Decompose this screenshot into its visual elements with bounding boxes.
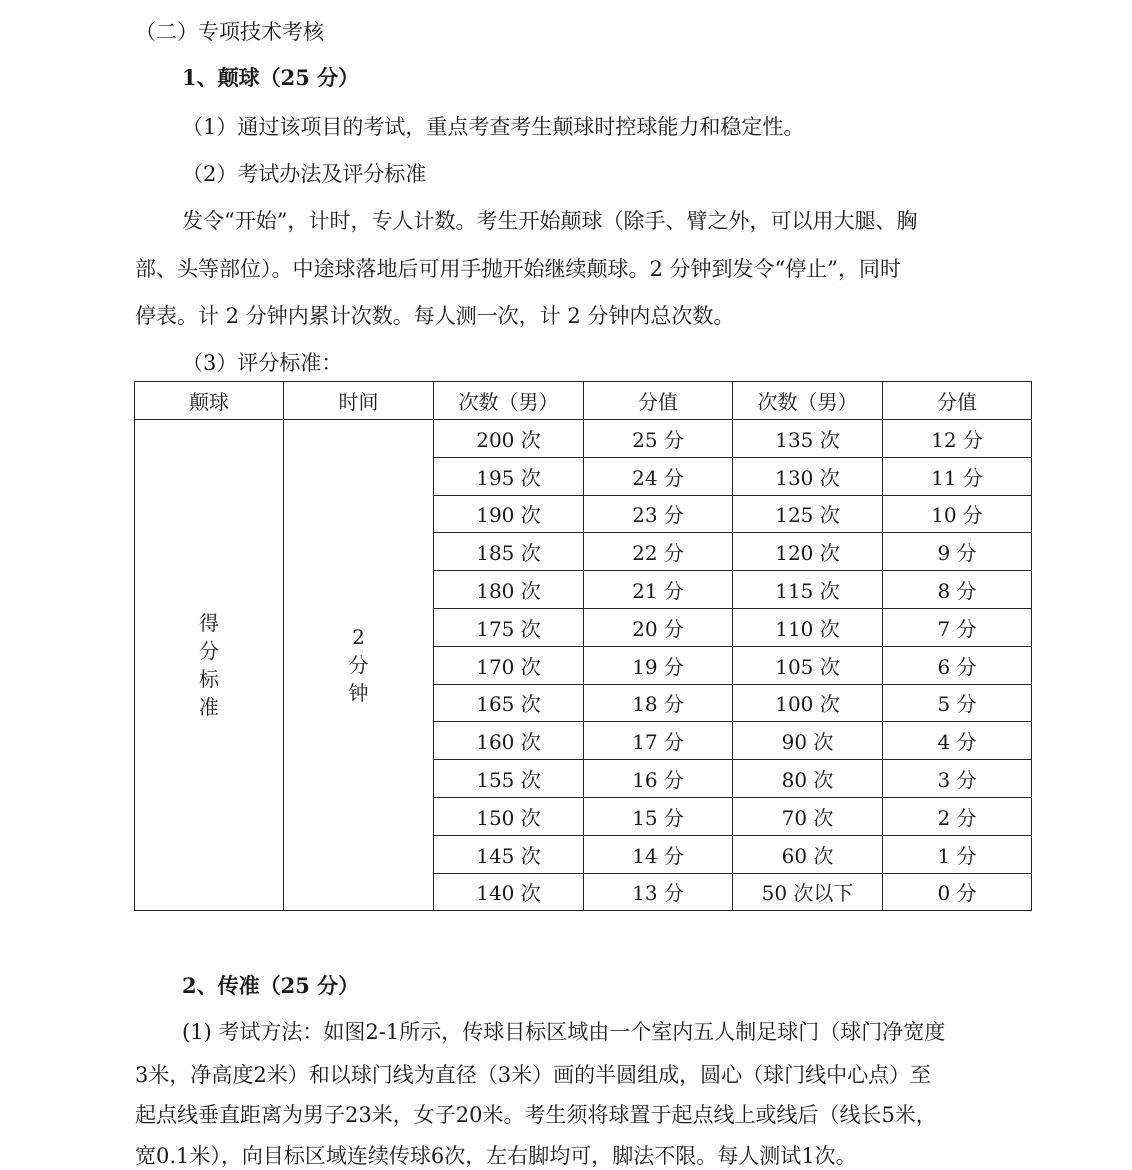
table-cell: 50 次以下 xyxy=(733,873,883,911)
table-cell: 16 分 xyxy=(584,760,733,798)
table-cell: 0 分 xyxy=(883,873,1032,911)
table-cell: 20 分 xyxy=(584,608,733,646)
table-cell: 200 次 xyxy=(434,420,584,458)
table-cell: 9 分 xyxy=(883,533,1032,571)
table-cell: 18 分 xyxy=(584,684,733,722)
table-cell: 145 次 xyxy=(434,835,584,873)
table-cell: 140 次 xyxy=(434,873,584,911)
item1-paragraph-3-line-2: 部、头等部位）。中途球落地后可用手抛开始继续颠球。2 分钟到发令“停止”，同时 xyxy=(135,257,902,281)
item1-paragraph-2: （2）考试办法及评分标准 xyxy=(182,162,427,186)
table-cell: 8 分 xyxy=(883,571,1032,609)
table-cell: 2 分 xyxy=(883,797,1032,835)
item2-paragraph-1-line-2: 3米，净高度2米）和以球门线为直径（3米）画的半圆组成，圆心（球门线中心点）至 xyxy=(135,1063,932,1087)
table-cell: 170 次 xyxy=(434,646,584,684)
table-cell: 13 分 xyxy=(584,873,733,911)
table-cell: 130 次 xyxy=(733,457,883,495)
table-header-cell: 次数（男） xyxy=(434,382,584,420)
item2-paragraph-1-line-4: 宽0.1米），向目标区域连续传球6次，左右脚均可，脚法不限。每人测试1次。 xyxy=(135,1144,857,1168)
table-cell: 120 次 xyxy=(733,533,883,571)
table-cell: 21 分 xyxy=(584,571,733,609)
row-label-char: 分 xyxy=(199,639,219,664)
row-label-char: 标 xyxy=(199,667,219,692)
table-cell: 24 分 xyxy=(584,457,733,495)
table-cell: 12 分 xyxy=(883,420,1032,458)
item1-paragraph-1: （1）通过该项目的考试，重点考查考生颠球时控球能力和稳定性。 xyxy=(182,115,805,139)
table-cell: 155 次 xyxy=(434,760,584,798)
table-cell: 70 次 xyxy=(733,797,883,835)
table-header-cell: 颠球 xyxy=(135,382,284,420)
table-cell: 190 次 xyxy=(434,495,584,533)
table-row xyxy=(135,420,1032,458)
table-cell: 17 分 xyxy=(584,722,733,760)
table-cell: 22 分 xyxy=(584,533,733,571)
item1-paragraph-4: （3）评分标准： xyxy=(182,351,343,375)
scoring-table xyxy=(134,381,1032,911)
table-cell: 100 次 xyxy=(733,684,883,722)
table-cell: 15 分 xyxy=(584,797,733,835)
item1-title: 1、颠球（25 分） xyxy=(182,65,360,90)
table-cell: 195 次 xyxy=(434,457,584,495)
table-cell: 105 次 xyxy=(733,646,883,684)
table-cell: 11 分 xyxy=(883,457,1032,495)
row-label-char: 准 xyxy=(199,695,219,720)
table-cell: 5 分 xyxy=(883,684,1032,722)
item1-paragraph-3-line-1: 发令“开始”，计时，专人计数。考生开始颠球（除手、臂之外，可以用大腿、胸 xyxy=(182,209,918,233)
table-header-row xyxy=(135,382,1032,420)
table-cell: 110 次 xyxy=(733,608,883,646)
table-cell: 7 分 xyxy=(883,608,1032,646)
time-label-char: 2 xyxy=(352,625,365,650)
table-cell: 1 分 xyxy=(883,835,1032,873)
table-cell: 185 次 xyxy=(434,533,584,571)
table-cell: 6 分 xyxy=(883,646,1032,684)
time-label-char: 钟 xyxy=(348,681,369,706)
table-cell: 125 次 xyxy=(733,495,883,533)
row-label-char: 得 xyxy=(199,611,219,636)
table-cell: 3 分 xyxy=(883,760,1032,798)
table-cell: 115 次 xyxy=(733,571,883,609)
item2-paragraph-1-line-1: (1) 考试方法：如图2-1所示，传球目标区域由一个室内五人制足球门（球门净宽度 xyxy=(182,1020,946,1044)
item2-paragraph-1-line-3: 起点线垂直距离为男子23米，女子20米。考生须将球置于起点线上或线后（线长5米， xyxy=(135,1103,937,1127)
item1-paragraph-3-line-3: 停表。计 2 分钟内累计次数。每人测一次，计 2 分钟内总次数。 xyxy=(135,304,735,328)
table-header-cell: 时间 xyxy=(284,382,434,420)
table-cell: 14 分 xyxy=(584,835,733,873)
table-cell: 180 次 xyxy=(434,571,584,609)
row-label-cell xyxy=(135,420,284,911)
table-cell: 90 次 xyxy=(733,722,883,760)
item2-title: 2、传准（25 分） xyxy=(182,973,360,998)
table-cell: 80 次 xyxy=(733,760,883,798)
table-cell: 175 次 xyxy=(434,608,584,646)
table-cell: 25 分 xyxy=(584,420,733,458)
time-label-cell xyxy=(284,420,434,911)
table-cell: 60 次 xyxy=(733,835,883,873)
table-header-cell: 分值 xyxy=(883,382,1032,420)
table-cell: 135 次 xyxy=(733,420,883,458)
table-header-cell: 次数（男） xyxy=(733,382,883,420)
table-cell: 10 分 xyxy=(883,495,1032,533)
table-cell: 4 分 xyxy=(883,722,1032,760)
table-header-cell: 分值 xyxy=(584,382,733,420)
table-cell: 23 分 xyxy=(584,495,733,533)
table-cell: 160 次 xyxy=(434,722,584,760)
section-title: （二）专项技术考核 xyxy=(135,20,324,44)
time-label-char: 分 xyxy=(348,653,369,678)
table-cell: 19 分 xyxy=(584,646,733,684)
table-cell: 165 次 xyxy=(434,684,584,722)
table-cell: 150 次 xyxy=(434,797,584,835)
